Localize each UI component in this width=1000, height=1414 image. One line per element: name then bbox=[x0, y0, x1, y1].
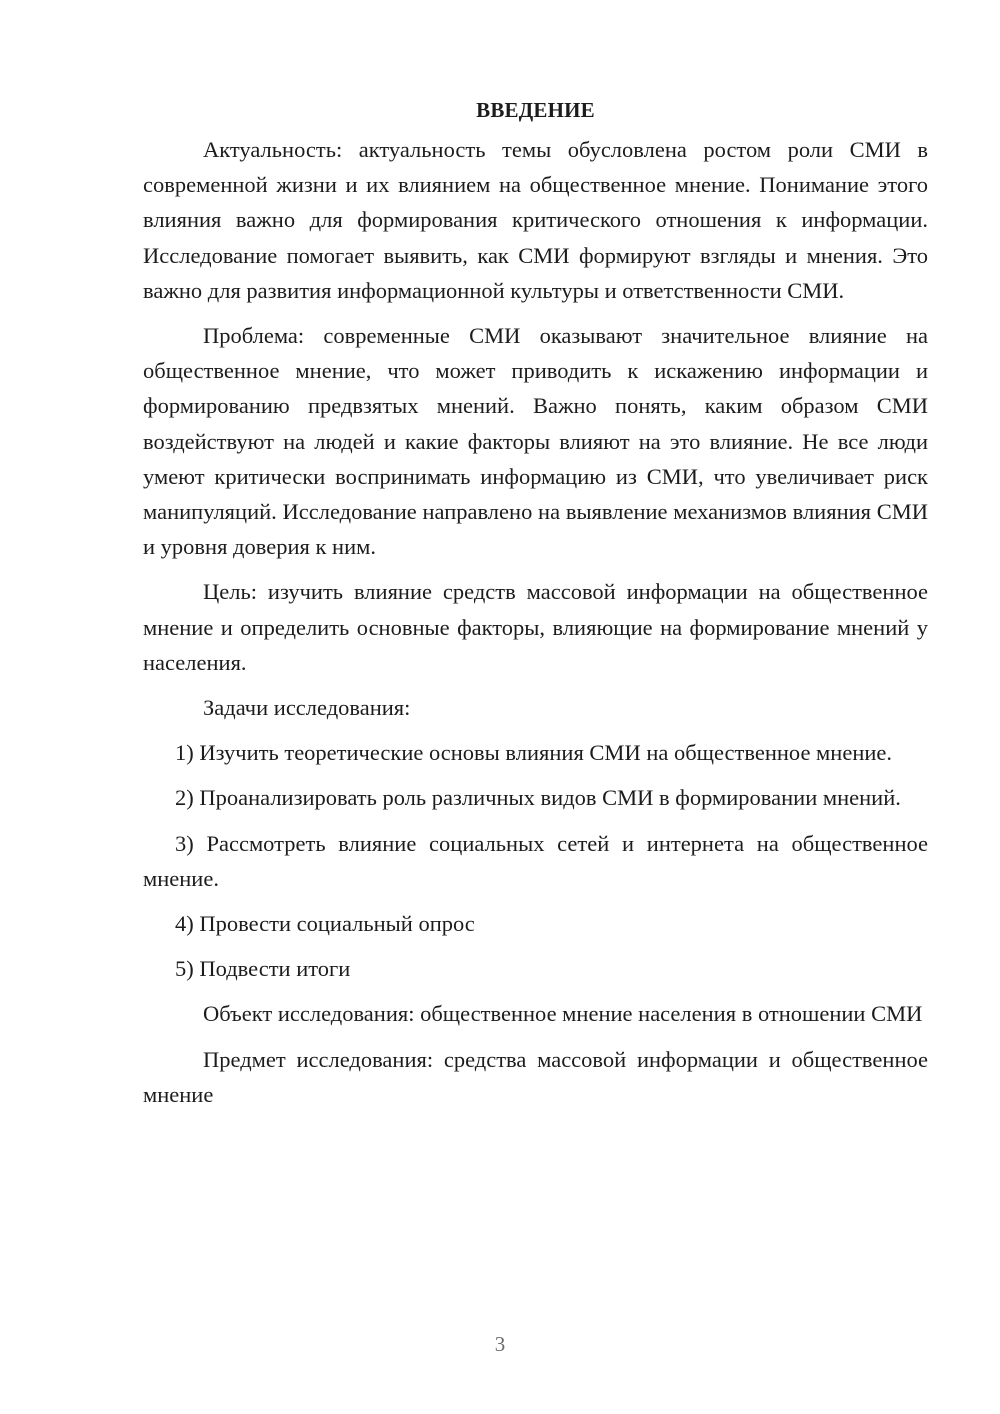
page-title: ВВЕДЕНИЕ bbox=[476, 98, 595, 122]
subject-paragraph: Предмет исследования: средства массовой информации и общественное мнение bbox=[143, 1046, 928, 1107]
task-item: 1) Изучить теоретические основы влияния СМИ на общественное мнение. bbox=[175, 740, 893, 766]
relevance-paragraph: Актуальность: актуальность темы обусловлена ростом роли СМИ в современной жизни и их влиянием на общественное мнение. Понимание этого влияния важно для формирования критического отношения к информации. Исследование помогает выявить, как СМИ формируют взгляды и мнения. Это важно для развития информационной культуры и ответственности СМИ. bbox=[143, 137, 928, 303]
goal-paragraph: Цель: изучить влияние средств массовой информации на общественное мнение и определить основные факторы, влияющие на формирование мнений у населения. bbox=[143, 579, 928, 675]
task-item: 4) Провести социальный опрос bbox=[175, 911, 475, 937]
task-item: 5) Подвести итоги bbox=[175, 956, 351, 982]
page-content bbox=[143, 92, 928, 1122]
object-paragraph: Объект исследования: общественное мнение населения в отношении СМИ bbox=[203, 1001, 923, 1027]
problem-paragraph: Проблема: современные СМИ оказывают значительное влияние на общественное мнение, что может приводить к искажению информации и формированию предвзятых мнений. Важно понять, каким образом СМИ воздействуют на людей и какие факторы влияют на это влияние. Не все люди умеют критически воспринимать информацию из СМИ, что увеличивает риск манипуляций. Исследование направлено на выявление механизмов влияния СМИ и уровня доверия к ним. bbox=[143, 323, 928, 560]
tasks-heading: Задачи исследования: bbox=[203, 695, 411, 721]
task-item: 3) Рассмотреть влияние социальных сетей и интернета на общественное мнение. bbox=[143, 830, 928, 891]
page-number: 3 bbox=[494, 1332, 506, 1356]
task-item: 2) Проанализировать роль различных видов СМИ в формировании мнений. bbox=[175, 785, 901, 811]
